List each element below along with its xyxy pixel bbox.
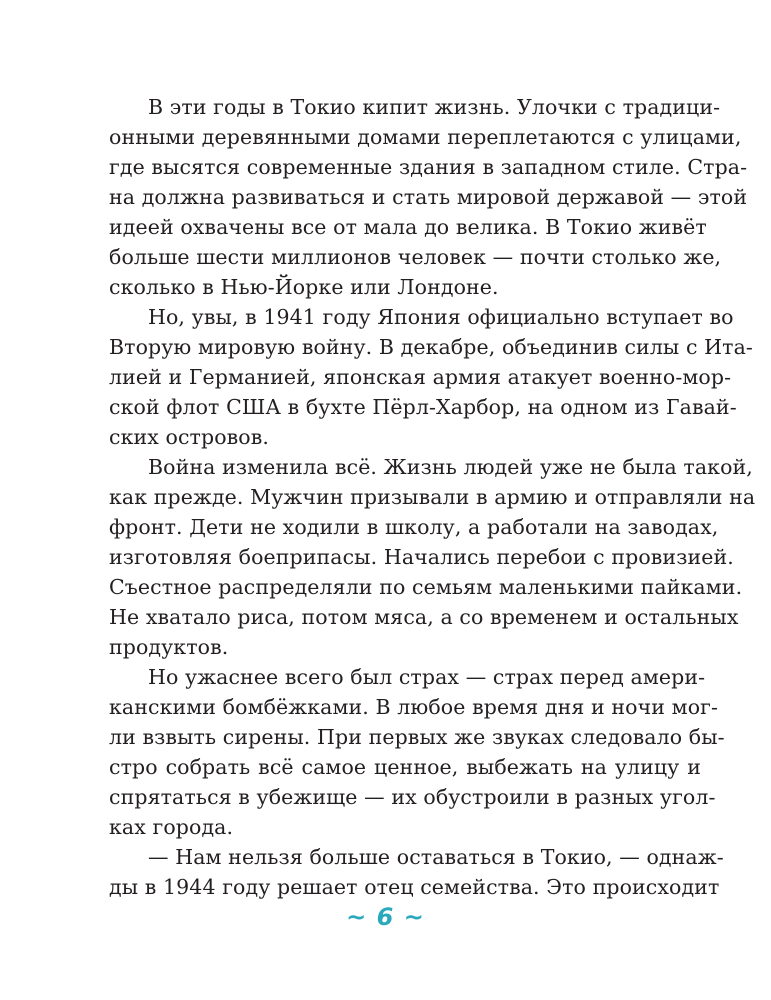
text-line: лией и Германией, японская армия атакует военно-мор-	[109, 365, 732, 389]
text-line: ской флот США в бухте Пёрл-Харбор, на одном из Гавай-	[109, 395, 737, 419]
text-line: Съестное распределяли по семьям маленькими пайками.	[109, 575, 743, 599]
page-number: ~ 6 ~	[346, 903, 425, 931]
text-line: ды в 1944 году решает отец семейства. Это происходит	[109, 875, 720, 899]
text-line: ках города.	[109, 815, 234, 839]
text-line: Вторую мировую войну. В декабре, объединив силы с Ита-	[109, 335, 753, 359]
text-line: изготовляя боеприпасы. Начались перебои с провизией.	[109, 545, 734, 569]
text-line: Но, увы, в 1941 году Япония официально вступает во	[148, 305, 734, 329]
text-line: онными деревянными домами переплетаются с улицами,	[109, 125, 742, 149]
text-line: сколько в Нью-Йорке или Лондоне.	[109, 275, 499, 299]
text-line: Но ужаснее всего был страх — страх перед амери-	[148, 665, 706, 689]
text-line: больше шести миллионов человек — почти столько же,	[109, 245, 722, 269]
text-line: стро собрать всё самое ценное, выбежать на улицу и	[109, 755, 701, 779]
text-line: фронт. Дети не ходили в школу, а работали на заводах,	[109, 515, 719, 539]
text-line: на должна развиваться и стать мировой державой — этой	[109, 185, 748, 209]
text-line: продуктов.	[109, 635, 229, 659]
text-line: где высятся современные здания в западном стиле. Стра-	[109, 155, 748, 179]
text-line: идеей охвачены все от мала до велика. В Токио живёт	[109, 215, 707, 239]
text-line: В эти годы в Токио кипит жизнь. Улочки с традици-	[148, 95, 721, 119]
text-line: канскими бомбёжками. В любое время дня и ночи мог-	[109, 695, 718, 719]
text-line: — Нам нельзя больше оставаться в Токио, — однаж-	[148, 845, 724, 869]
text-line: Война изменила всё. Жизнь людей уже не была такой,	[148, 455, 753, 479]
text-line: спрятаться в убежище — их обустроили в разных угол-	[109, 785, 716, 809]
text-line: ских островов.	[109, 425, 270, 449]
text-line: ли взвыть сирены. При первых же звуках следовало бы-	[109, 725, 725, 749]
text-line: Не хватало риса, потом мяса, а со временем и остальных	[109, 605, 739, 629]
text-line: как прежде. Мужчин призывали в армию и отправляли на	[109, 485, 756, 509]
